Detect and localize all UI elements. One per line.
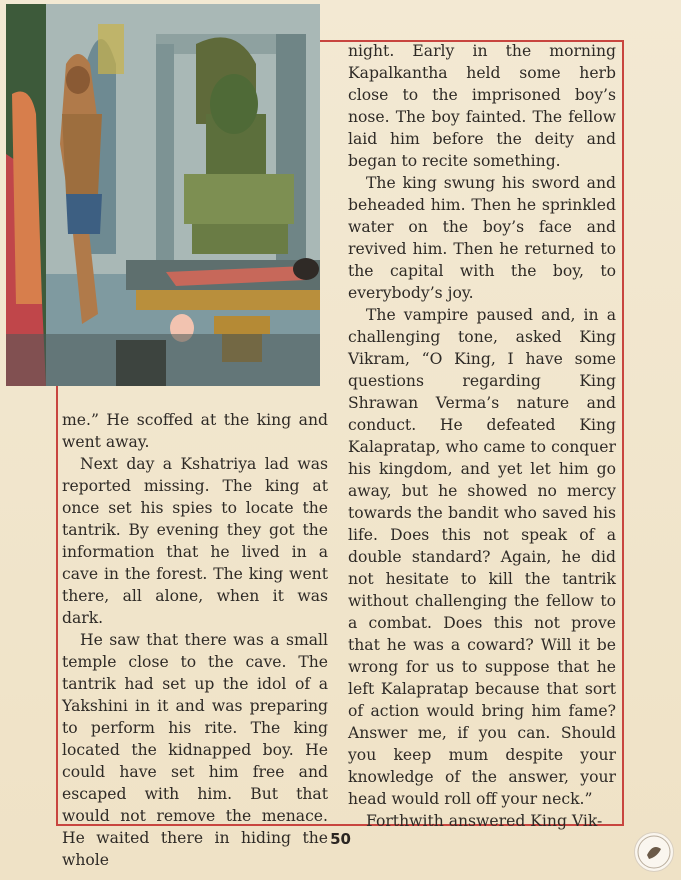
paragraph: The vampire paused and, in a challenging tone, asked King Vikram, “O King, I have some questions regarding King Shrawan Verma’s nature and conduct. He defeated King Kalapratap, who came to conquer his kingdom, and yet let him go away, but he showed no mercy towards the bandit who saved his life. Does this not speak of a double standard? Again, he did not hesitate to kill the tantrik without challenging the fellow to a combat. Does this not prove that he was a coward? Will it be wrong for us to suppose that he left Kalapratap because that sort of action would bring him fame? Answer me, if you can. Should you keep mum despite your knowledge of the answer, your head would roll off your neck.”	[348, 306, 616, 808]
left-text-column	[62, 409, 328, 871]
paragraph: Forthwith answered King Vik-	[366, 812, 603, 830]
publisher-stamp-icon	[634, 832, 674, 872]
paragraph: me.” He scoffed at the king and went away.	[62, 411, 328, 451]
frame-line-right	[622, 40, 624, 826]
page-number: 50	[330, 830, 351, 848]
story-illustration	[6, 4, 320, 386]
right-text-column	[348, 40, 616, 832]
paragraph: He saw that there was a small temple close to the cave. The tantrik had set up the idol of a Yakshini in it and was preparing to perform his rite. The king located the kidnapped boy. He could have set him free and escaped with him. But that would not remove the menace. He waited there in hiding the whole	[62, 631, 328, 869]
paragraph: The king swung his sword and beheaded him. Then he sprinkled water on the boy’s face and revived him. Then he returned to the capital with the boy, to everybody’s joy.	[348, 174, 616, 302]
paragraph: Next day a Kshatriya lad was reported missing. The king at once set his spies to locate the tantrik. By evening they got the information that he lived in a cave in the forest. The king went there, all alone, when it was dark.	[62, 455, 328, 627]
frame-line-left	[56, 386, 58, 826]
paragraph: night. Early in the morning Kapalkantha held some herb close to the imprisoned boy’s nose. The boy fainted. The fellow laid him before the deity and began to recite something.	[348, 42, 616, 170]
temple-scene-image	[6, 4, 320, 386]
